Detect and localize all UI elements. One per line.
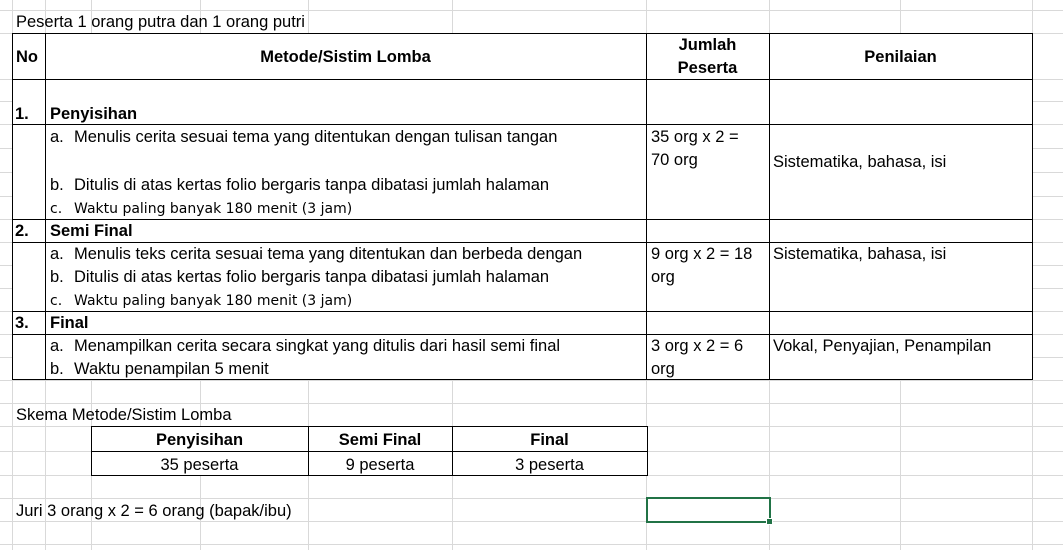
intro-text: Peserta 1 orang putra dan 1 orang putri bbox=[16, 13, 305, 31]
section-2-jumlah-line2: org bbox=[651, 268, 675, 286]
selected-cell[interactable] bbox=[646, 497, 771, 523]
section-1-item-b-mark: b. bbox=[50, 176, 64, 194]
juri-text: Juri 3 orang x 2 = 6 orang (bapak/ibu) bbox=[16, 502, 292, 520]
section-3-title: Final bbox=[50, 314, 89, 332]
skema-title: Skema Metode/Sistim Lomba bbox=[16, 406, 232, 424]
skema-value-penyisihan: 35 peserta bbox=[160, 456, 239, 474]
section-2-item-c-text: Waktu paling banyak 180 menit (3 jam) bbox=[74, 293, 353, 309]
section-2-title: Semi Final bbox=[50, 222, 133, 240]
section-3-no: 3. bbox=[15, 314, 29, 332]
section-1-title: Penyisihan bbox=[50, 105, 138, 123]
section-3-jumlah-line2: org bbox=[651, 360, 675, 378]
section-2-item-b-mark: b. bbox=[50, 268, 64, 286]
section-2-no: 2. bbox=[15, 222, 29, 240]
skema-header-penyisihan: Penyisihan bbox=[155, 431, 244, 449]
section-3-jumlah-line1: 3 org x 2 = 6 bbox=[651, 337, 744, 355]
section-3-item-a-mark: a. bbox=[50, 337, 64, 355]
section-1-item-c-text: Waktu paling banyak 180 menit (3 jam) bbox=[74, 201, 353, 217]
section-1-item-c-mark: c. bbox=[50, 201, 63, 217]
section-3-item-b-mark: b. bbox=[50, 360, 64, 378]
header-no: No bbox=[16, 48, 38, 66]
section-3-item-a-text: Menampilkan cerita secara singkat yang ditulis dari hasil semi final bbox=[74, 337, 561, 355]
header-penilaian: Penilaian bbox=[864, 48, 937, 66]
section-2-jumlah-line1: 9 org x 2 = 18 bbox=[651, 245, 753, 263]
section-1-jumlah-line2: 70 org bbox=[651, 151, 698, 169]
section-1-item-b-text: Ditulis di atas kertas folio bergaris tanpa dibatasi jumlah halaman bbox=[74, 176, 550, 194]
section-1-item-a-text: Menulis cerita sesuai tema yang ditentukan dengan tulisan tangan bbox=[74, 128, 558, 146]
section-1-penilaian: Sistematika, bahasa, isi bbox=[773, 153, 947, 171]
skema-value-semi-final: 9 peserta bbox=[345, 456, 415, 474]
section-2-item-a-mark: a. bbox=[50, 245, 64, 263]
section-1-item-a-mark: a. bbox=[50, 128, 64, 146]
section-2-item-c-mark: c. bbox=[50, 293, 63, 309]
section-2-item-b-text: Ditulis di atas kertas folio bergaris tanpa dibatasi jumlah halaman bbox=[74, 268, 550, 286]
section-1-jumlah-line1: 35 org x 2 = bbox=[651, 128, 739, 146]
header-jumlah-line2: Peserta bbox=[677, 59, 738, 77]
section-2-penilaian: Sistematika, bahasa, isi bbox=[773, 245, 947, 263]
fill-handle[interactable] bbox=[766, 518, 773, 525]
skema-header-final: Final bbox=[530, 431, 569, 449]
header-jumlah-line1: Jumlah bbox=[678, 36, 737, 54]
skema-header-semi-final: Semi Final bbox=[338, 431, 422, 449]
section-1-no: 1. bbox=[15, 105, 29, 123]
skema-value-final: 3 peserta bbox=[515, 456, 584, 474]
section-3-item-b-text: Waktu penampilan 5 menit bbox=[74, 360, 269, 378]
section-2-item-a-text: Menulis teks cerita sesuai tema yang ditentukan dan berbeda dengan bbox=[74, 245, 583, 263]
section-3-penilaian: Vokal, Penyajian, Penampilan bbox=[773, 337, 992, 355]
header-metode: Metode/Sistim Lomba bbox=[260, 48, 431, 66]
